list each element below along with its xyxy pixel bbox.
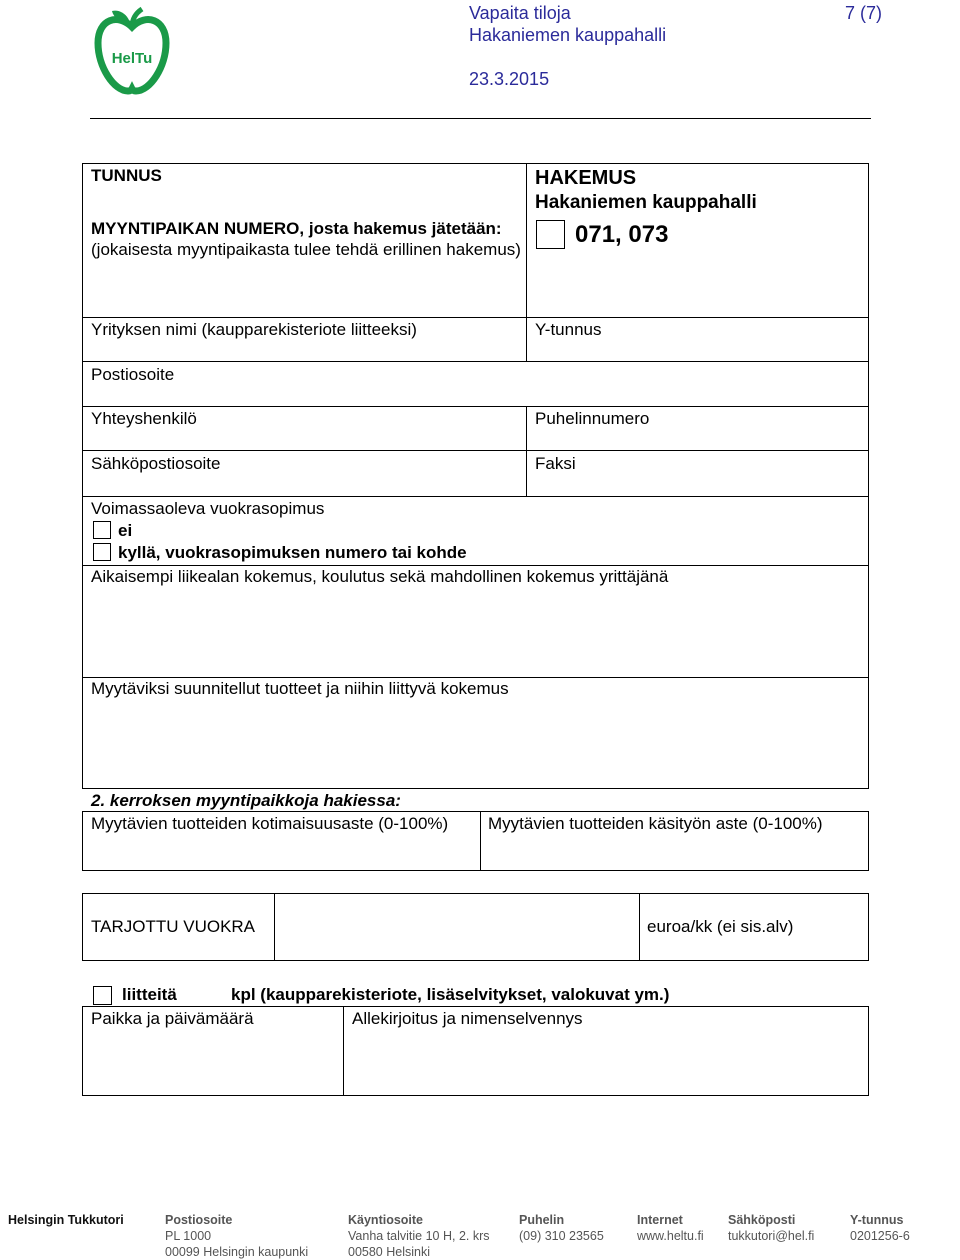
header-subtitle: Hakaniemen kauppahalli: [469, 25, 667, 45]
vuokra-input[interactable]: [274, 893, 640, 961]
page-number: 7 (7): [845, 3, 883, 23]
myyntipaikka-note: (jokaisesta myyntipaikasta tulee tehdä erillinen hakemus): [91, 240, 521, 259]
tunnus-label: TUNNUS: [91, 166, 162, 185]
option-ei-checkbox[interactable]: [93, 521, 111, 539]
option-kylla-checkbox[interactable]: [93, 543, 111, 561]
footer-ytunnus: 0201256-6: [850, 1229, 910, 1243]
logo-text: HelTu: [111, 50, 153, 67]
footer-sahkoposti[interactable]: tukkutori@hel.fi: [728, 1229, 815, 1243]
heltu-logo: [92, 5, 172, 95]
hakemus-place: Hakaniemen kauppahalli: [535, 192, 757, 213]
y-tunnus-label: Y-tunnus: [535, 320, 602, 339]
footer-puhelin: (09) 310 23565: [519, 1229, 604, 1243]
footer-org: Helsingin Tukkutori: [8, 1213, 124, 1227]
myyntipaikka-label: MYYNTIPAIKAN NUMERO, josta hakemus jätetään:: [91, 219, 502, 238]
footer-postiosoite-2: 00099 Helsingin kaupunki: [165, 1245, 309, 1259]
kasityo-label: Myytävien tuotteiden käsityön aste (0-100%): [488, 814, 823, 833]
footer-postiosoite-1: PL 1000: [165, 1229, 212, 1243]
vuokrasopimus-label: Voimassaoleva vuokrasopimus: [91, 499, 325, 518]
footer-postiosoite-label: Postiosoite: [165, 1213, 233, 1227]
postiosoite-label: Postiosoite: [91, 365, 175, 384]
euroa-label: euroa/kk (ei sis.alv): [647, 917, 794, 936]
hakemus-title: HAKEMUS: [535, 167, 637, 189]
footer-sahkoposti-label: Sähköposti: [728, 1213, 796, 1227]
option-kylla-label: kyllä, vuokrasopimuksen numero tai kohde: [118, 543, 467, 562]
puhelinnumero-label: Puhelinnumero: [535, 409, 650, 428]
kotimaisuus-label: Myytävien tuotteiden kotimaisuusaste (0-100%): [91, 814, 449, 833]
footer-kayntiosoite-1: Vanha talvitie 10 H, 2. krs: [348, 1229, 490, 1243]
footer-kayntiosoite-2: 00580 Helsinki: [348, 1245, 430, 1259]
footer-kayntiosoite-label: Käyntiosoite: [348, 1213, 424, 1227]
option-ei-label: ei: [118, 521, 133, 540]
kerros-label: 2. kerroksen myyntipaikkoja hakiessa:: [91, 791, 401, 810]
liitteita-checkbox[interactable]: [93, 986, 112, 1005]
header-rule: [90, 118, 871, 119]
header-title: Vapaita tiloja: [469, 3, 571, 23]
tarjottu-vuokra-label: TARJOTTU VUOKRA: [91, 917, 256, 936]
postiosoite-field[interactable]: [82, 361, 869, 407]
footer-internet-label: Internet: [637, 1213, 683, 1227]
tuotteet-label: Myytäviksi suunnitellut tuotteet ja niihin liittyvä kokemus: [91, 679, 509, 698]
faksi-field[interactable]: [526, 450, 869, 497]
kokemus-label: Aikaisempi liikealan kokemus, koulutus sekä mahdollinen kokemus yrittäjänä: [91, 567, 669, 586]
faksi-label: Faksi: [535, 454, 576, 473]
liitteita-label: liitteitä: [122, 985, 177, 1004]
spot-checkbox[interactable]: [536, 220, 565, 249]
footer-ytunnus-label: Y-tunnus: [850, 1213, 904, 1227]
paikka-label: Paikka ja päivämäärä: [91, 1009, 254, 1028]
kpl-label: kpl (kaupparekisteriote, lisäselvitykset, valokuvat ym.): [231, 985, 670, 1004]
yhteyshenkilo-label: Yhteyshenkilö: [91, 409, 197, 428]
allekirjoitus-label: Allekirjoitus ja nimenselvennys: [352, 1009, 583, 1028]
sahkoposti-label: Sähköpostiosoite: [91, 454, 221, 473]
footer-puhelin-label: Puhelin: [519, 1213, 565, 1227]
header-date: 23.3.2015: [469, 69, 550, 89]
footer-internet[interactable]: www.heltu.fi: [637, 1229, 704, 1243]
spot-numbers: 071, 073: [575, 221, 669, 248]
company-name-label: Yrityksen nimi (kaupparekisteriote liitteeksi): [91, 320, 417, 339]
